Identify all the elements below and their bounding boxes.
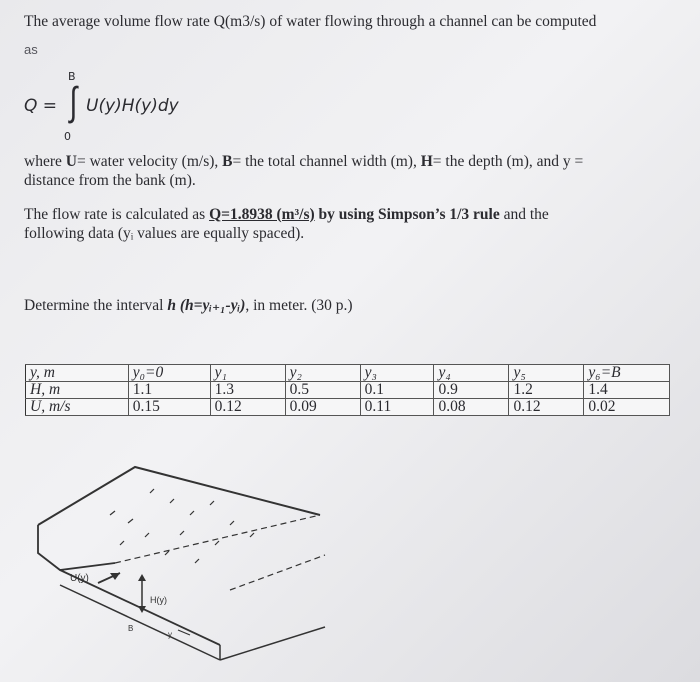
var-u: U — [65, 153, 77, 170]
label-b: B — [128, 624, 134, 633]
row-label-y: y, m — [26, 365, 129, 382]
table-row — [26, 365, 670, 382]
integral-lower-limit: 0 — [64, 130, 71, 143]
integral-sign-icon: ∫ — [69, 79, 78, 125]
flow-line-2: following data (yᵢ values are equally spaced). — [24, 225, 305, 242]
channel-far-edge — [115, 515, 320, 563]
flow-method: by using Simpson’s 1/3 rule — [314, 206, 500, 223]
table-cell: 1.4 — [584, 382, 670, 399]
channel-top-edge — [38, 467, 320, 525]
determine-text: Determine the interval — [24, 297, 168, 314]
interval-definition: (h=yᵢ₊₁-yᵢ) — [175, 297, 246, 314]
flow-and: and the — [499, 206, 549, 223]
table-cell: 0.09 — [285, 399, 360, 416]
where-line-1 — [24, 153, 583, 171]
table-cell: 1.3 — [210, 382, 285, 399]
where-u-def: = water velocity (m/s), — [76, 153, 223, 170]
problem-intro-as: as — [24, 42, 38, 57]
depth-arrowhead-top — [138, 574, 146, 581]
table-row — [26, 382, 670, 399]
row-label-h: H, m — [26, 382, 129, 399]
channel-bed-right — [220, 627, 325, 660]
channel-diagram — [30, 445, 350, 670]
table-cell: 1.1 — [128, 382, 210, 399]
table-header-cell: y₀=0 — [128, 365, 210, 382]
table-cell: 0.02 — [584, 399, 670, 416]
integral-upper-limit: B — [68, 70, 76, 83]
problem-intro-line: The average volume flow rate Q(m3/s) of water flowing through a channel can be computed — [24, 13, 597, 30]
equation-integrand: U(y)H(y)dy — [86, 96, 179, 116]
table-cell: 0.08 — [434, 399, 509, 416]
table-cell: 0.1 — [360, 382, 434, 399]
data-table — [25, 364, 670, 416]
table-cell: 0.12 — [509, 399, 584, 416]
table-row — [26, 399, 670, 416]
table-header-cell: y₁ — [210, 365, 285, 382]
label-u-y: U(y) — [70, 573, 89, 584]
table-cell: 1.2 — [509, 382, 584, 399]
flow-value: Q=1.8938 (m³/s) — [209, 206, 315, 223]
label-h-y: H(y) — [150, 595, 167, 605]
label-y: y — [168, 630, 172, 639]
determine-line — [24, 297, 353, 315]
table-cell: 0.12 — [210, 399, 285, 416]
row-label-u: U, m/s — [26, 399, 129, 416]
table-header-cell: y₄ — [434, 365, 509, 382]
table-header-cell: y₆=B — [584, 365, 670, 382]
flow-text: The flow rate is calculated as — [24, 206, 210, 223]
where-h-def: = the depth (m), and y = — [432, 153, 584, 170]
table-header-cell: y₂ — [285, 365, 360, 382]
table-header-cell: y₅ — [509, 365, 584, 382]
flow-markers — [110, 489, 254, 563]
flow-line-1 — [24, 206, 549, 224]
table-cell: 0.11 — [360, 399, 434, 416]
table-header-cell: y₃ — [360, 365, 434, 382]
var-h: H — [420, 153, 433, 170]
where-line-2: distance from the bank (m). — [24, 172, 196, 189]
table-cell: 0.15 — [128, 399, 210, 416]
equation-lhs: Q = — [24, 96, 58, 116]
channel-bank — [38, 525, 115, 570]
table-cell: 0.9 — [434, 382, 509, 399]
where-b-def: = the total channel width (m), — [232, 153, 421, 170]
var-b: B — [222, 153, 233, 170]
var-h-interval: h — [167, 297, 176, 314]
channel-bed — [60, 585, 220, 660]
where-text: where — [24, 153, 66, 170]
channel-water-line — [230, 555, 325, 590]
determine-units: , in meter. (30 p.) — [245, 297, 353, 314]
flow-rate-equation — [24, 70, 244, 150]
table-cell: 0.5 — [285, 382, 360, 399]
